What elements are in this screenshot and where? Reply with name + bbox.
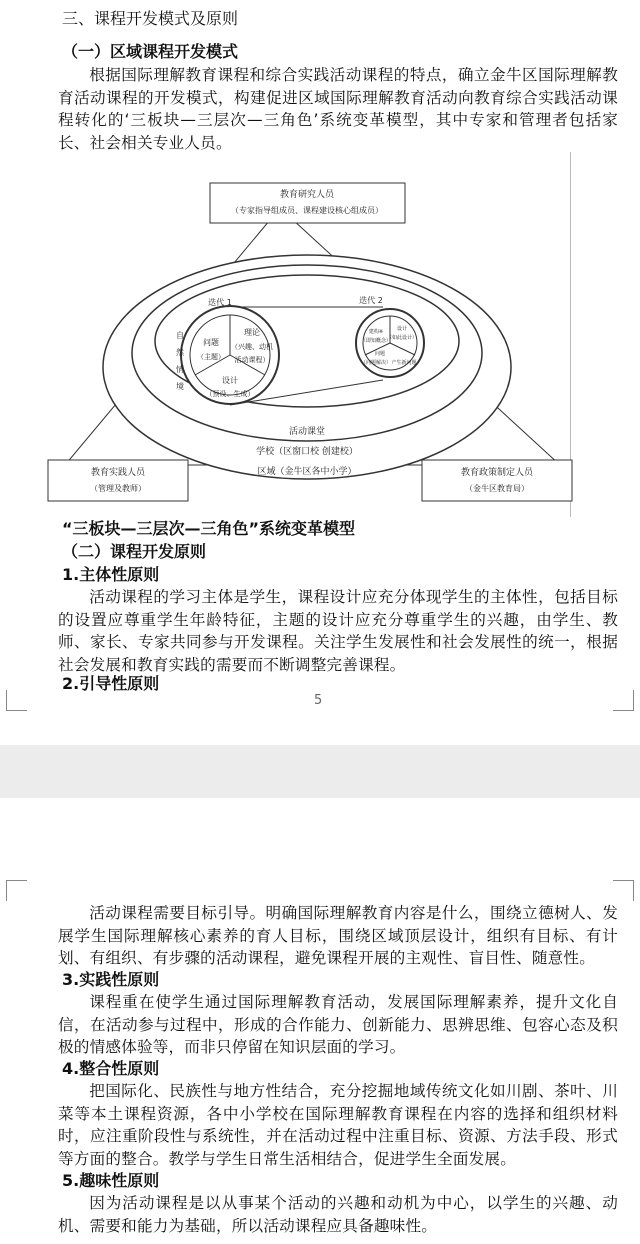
principle-2-heading: 2.引导性原则 xyxy=(62,674,160,693)
subsection-heading-2: （二）课程开发原则 xyxy=(62,542,207,561)
principle-5-heading: 5.趣味性原则 xyxy=(62,1171,160,1190)
principle-4-text: 把国际化、民族性与地方性结合，充分挖掘地域传统文化如川剧、茶叶、川菜等本土课程资源，各中小学校在国际理解教育课程在内容的选择和组织材料时，应注重阶段性与系统性，并在活动过程中注重目标、资源、方法手段、形式等方面的整合。教学与学生日常生活相结合，促进学生全面发展。 xyxy=(58,1082,618,1168)
section-heading: 三、课程开发模式及原则 xyxy=(62,9,239,28)
principle-2-text: 活动课程需要目标引导。明确国际理解教育内容是什么，围绕立德树人、发展学生国际理解核心素养的育人目标，围绕区域顶层设计，组织有目标、有计划、有组织、有步骤的活动课程，避免课程开展的主观性、盲目性、随意性。 xyxy=(58,904,618,968)
principle-3-heading: 3.实践性原则 xyxy=(62,970,160,989)
problem-sublabel: （主题） xyxy=(197,353,225,361)
ring-region-label: 区域（金牛区各中小学） xyxy=(257,467,357,477)
right-box xyxy=(422,460,572,501)
intro-paragraph: 根据国际理解教育课程和综合实践活动课程的特点，确立金牛区国际理解教育活动课程的开发模式，构建促进区域国际理解教育活动向教育综合实践活动课程转化的‘三板块—三层次—三角色’系统变革模型，其中专家和管理者包括家长、社会相关专业人员。 xyxy=(58,66,618,152)
right-box-label-1: 教育政策制定人员 xyxy=(460,468,534,478)
page-number: 5 xyxy=(314,693,323,708)
left-box-label-1: 教育实践人员 xyxy=(90,468,146,478)
iteration-2-segment-b-sub: （如此设计） xyxy=(386,335,418,341)
theory-sublabel-2: 活动课程） xyxy=(234,356,270,364)
ring-activity-label: 活动课堂 xyxy=(288,427,326,437)
vertical-text-4: 境 xyxy=(176,382,184,391)
design-sublabel: （预设、生成） xyxy=(205,390,255,398)
top-box-label-1: 教育研究人员 xyxy=(279,190,335,200)
vertical-text-3: 情 xyxy=(176,365,184,374)
crop-mark-top-left xyxy=(6,880,27,901)
subsection-heading-1: （一）区域课程开发模式 xyxy=(62,42,239,61)
iteration-2-label: 迭代 2 xyxy=(359,296,383,305)
iteration-2-segment-b: 设计 xyxy=(396,326,408,332)
iteration-2-segment-c-sub: （问题解决） xyxy=(360,360,392,366)
iteration-2-segment-c: 问题 xyxy=(374,351,386,357)
design-label: 设计 xyxy=(222,376,238,385)
principle-3-text: 课程重在使学生通过国际理解教育活动，发展国际理解素养，提升文化自信，在活动参与过程中，形成的合作能力、创新能力、思辨思维、包容心态及积极的情感体验等，而非只停留在知识层面的学习。 xyxy=(58,993,618,1057)
principle-5-text: 因为活动课程是以从事某个活动的兴趣和动机为中心，以学生的兴趣、动机、需要和能力为基础，所以活动课程应具备趣味性。 xyxy=(58,1194,618,1235)
ring-school-label: 学校（区窗口校 创建校） xyxy=(256,447,358,457)
crop-mark-top-right xyxy=(613,880,634,901)
iteration-2-segment-a: 建构※ xyxy=(368,329,384,335)
top-box xyxy=(210,183,405,223)
principle-1-text: 活动课程的学习主体是学生，课程设计应充分体现学生的主体性，包括目标的设置应尊重学生年龄特征，主题的设计应充分尊重学生的兴趣，由学生、教师、家长、专家共同参与开发课程。关注学生发展性和社会发展性的统一，根据社会发展和教育实践的需要而不断调整完善课程。 xyxy=(58,588,618,674)
principle-1-heading: 1.主体性原则 xyxy=(62,565,160,584)
left-box xyxy=(48,460,188,501)
page-gap xyxy=(0,745,640,798)
vertical-text-1: 自 xyxy=(176,331,184,340)
system-model-diagram xyxy=(45,175,595,505)
problem-label: 问题 xyxy=(203,338,219,347)
iteration-1-label: 迭代 1 xyxy=(208,298,232,307)
page-2 xyxy=(0,798,640,1244)
vertical-text-2: 然 xyxy=(176,348,184,357)
theory-label: 理论 xyxy=(244,328,260,337)
right-box-label-2: （金牛区教育局） xyxy=(465,484,529,493)
iteration-2-segment-a-sub: （即知概念） xyxy=(360,338,392,344)
principle-4-heading: 4.整合性原则 xyxy=(62,1059,160,1078)
theory-sublabel-1: （兴趣、动机 xyxy=(231,343,273,351)
diagram-caption: “三板块—三层次—三角色”系统变革模型 xyxy=(62,519,356,538)
crop-mark-bottom-right xyxy=(613,690,634,711)
iteration-2-segment-d: 产生新问题 xyxy=(391,360,417,366)
top-box-label-2: （专家指导组成员、课程建设核心组成员） xyxy=(231,206,383,215)
crop-mark-bottom-left xyxy=(6,690,27,711)
left-box-label-2: （管理及教师） xyxy=(90,484,146,493)
